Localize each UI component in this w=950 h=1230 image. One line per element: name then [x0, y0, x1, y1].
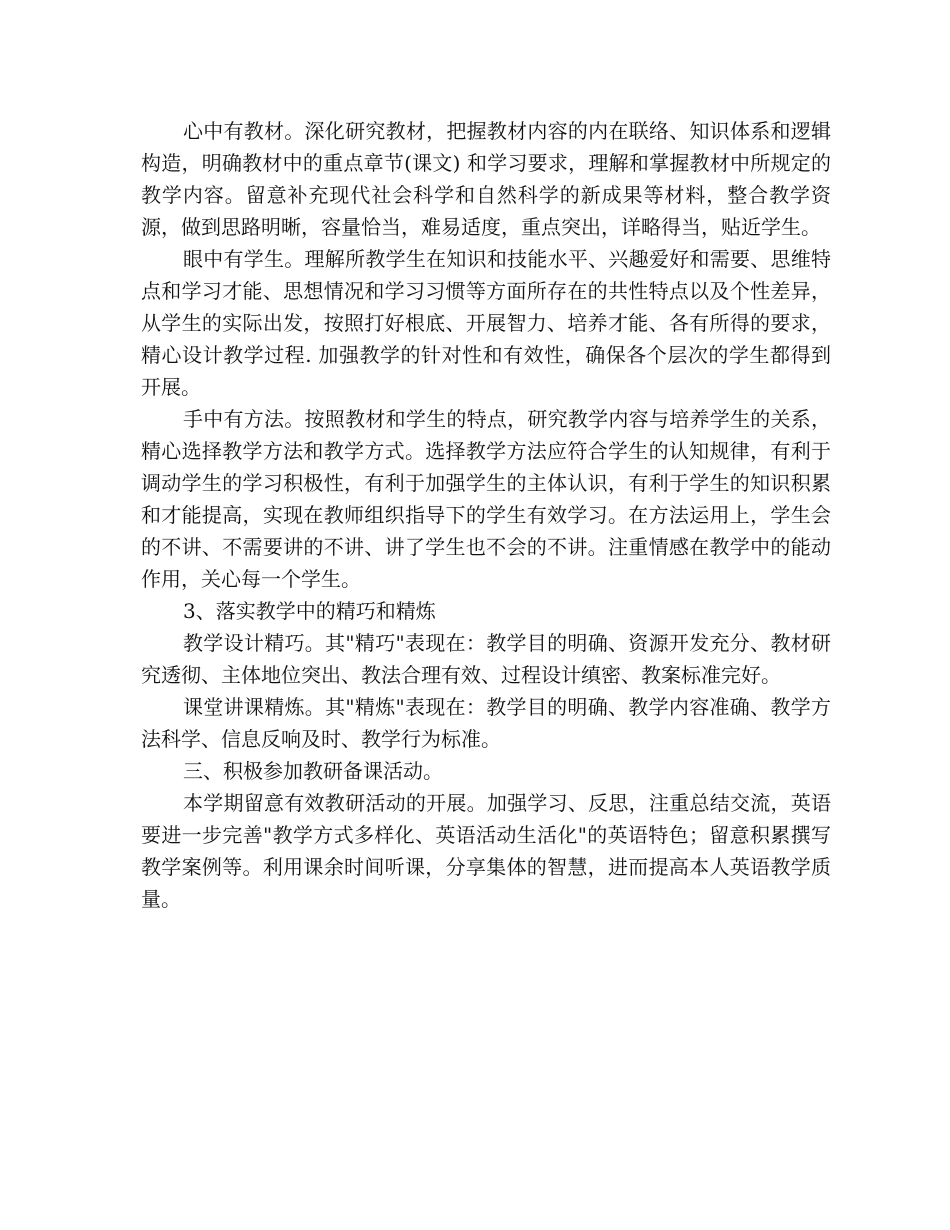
section-heading-three: 三、积极参加教研备课活动。: [183, 759, 443, 783]
paragraph-lecture: 课堂讲课精炼。其"精炼"表现在：教学目的明确、教学内容准确、教学方法科学、信息反响及时、教学行为标准。: [141, 695, 831, 751]
section-heading-3: 3、落实教学中的精巧和精炼: [183, 599, 436, 623]
paragraph-students: 眼中有学生。理解所教学生在知识和技能水平、兴趣爱好和需要、思维特点和学习才能、思想情况和学习习惯等方面所存在的共性特点以及个性差异，从学生的实际出发，按照打好根底、开展智力、培养才能、各有所得的要求，精心设计教学过程. 加强教学的针对性和有效性，确保各个层次的学生都得到开展。: [141, 247, 831, 399]
paragraph-methods: 手中有方法。按照教材和学生的特点，研究教学内容与培养学生的关系，精心选择教学方法和教学方式。选择教学方法应符合学生的认知规律，有利于调动学生的学习积极性，有利于加强学生的主体认识，有利于学生的知识积累和才能提高，实现在教师组织指导下的学生有效学习。在方法运用上，学生会的不讲、不需要讲的不讲、讲了学生也不会的不讲。注重情感在教学中的能动作用，关心每一个学生。: [141, 407, 831, 591]
document-body: [141, 115, 831, 915]
paragraph-design: 教学设计精巧。其"精巧"表现在：教学目的明确、资源开发充分、教材研究透彻、主体地位突出、教法合理有效、过程设计缜密、教案标准完好。: [141, 631, 831, 687]
paragraph-research: 本学期留意有效教研活动的开展。加强学习、反思，注重总结交流，英语要进一步完善"教学方式多样化、英语活动生活化"的英语特色；留意积累撰写教学案例等。利用课余时间听课，分享集体的智慧，进而提高本人英语教学质量。: [141, 791, 831, 911]
paragraph-textbook: 心中有教材。深化研究教材，把握教材内容的内在联络、知识体系和逻辑构造，明确教材中的重点章节(课文) 和学习要求，理解和掌握教材中所规定的教学内容。留意补充现代社会科学和自然科学的新成果等材料，整合教学资源，做到思路明晰，容量恰当，难易适度，重点突出，详略得当，贴近学生。: [141, 119, 831, 239]
